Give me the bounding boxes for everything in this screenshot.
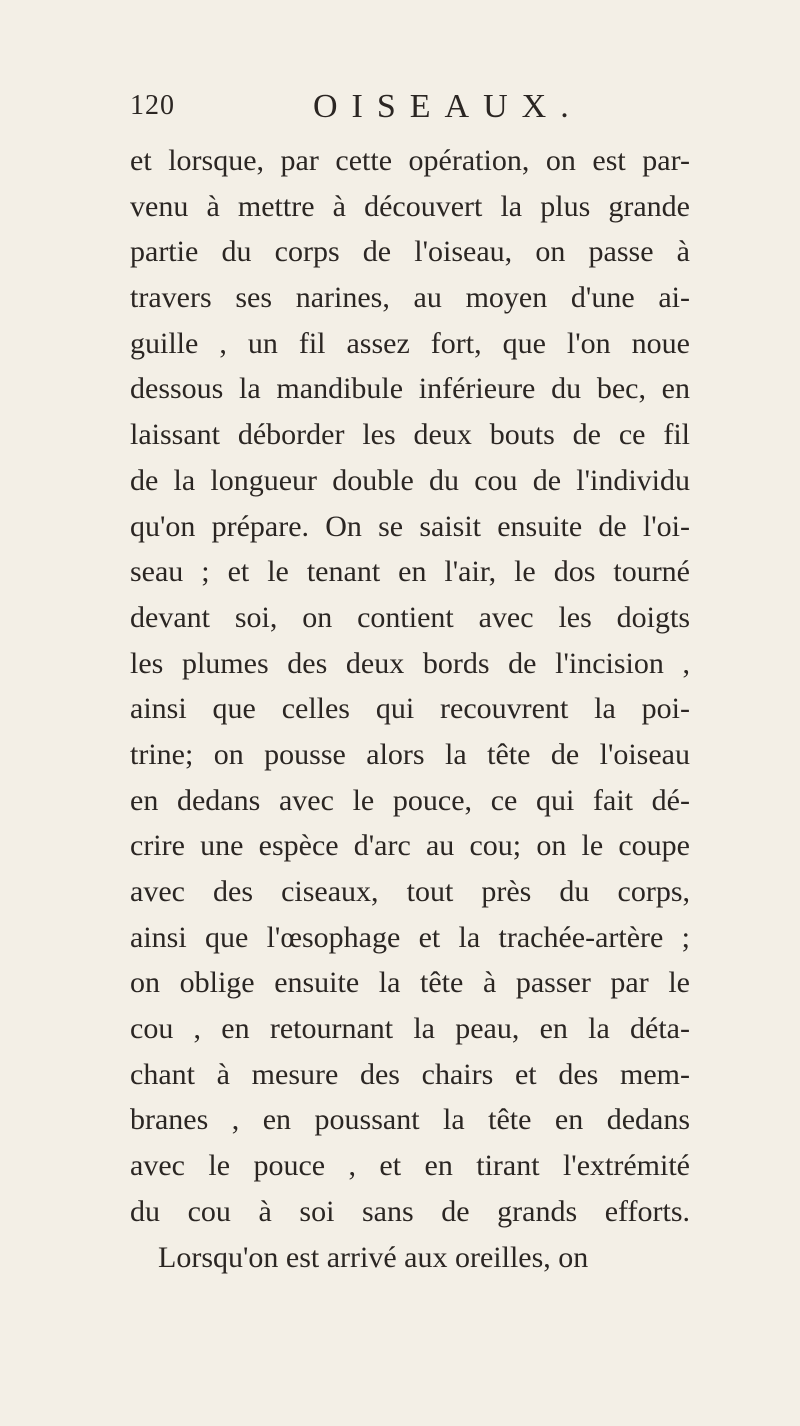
running-title: OISEAUX. xyxy=(313,88,583,125)
text-line: Lorsqu'on est arrivé aux oreilles, on xyxy=(158,1240,589,1274)
text-line: guille , un fil assez fort, que l'on noue xyxy=(130,326,690,360)
text-line: qu'on prépare. On se saisit ensuite de l'oi- xyxy=(130,509,690,543)
text-line: avec le pouce , et en tirant l'extrémité xyxy=(130,1149,690,1183)
text-line: et lorsque, par cette opération, on est par- xyxy=(130,144,690,177)
text-line: partie du corps de l'oiseau, on passe à xyxy=(130,235,690,269)
text-line: chant à mesure des chairs et des mem- xyxy=(130,1057,690,1091)
text-line: trine; on pousse alors la tête de l'oiseau xyxy=(130,737,690,771)
text-line: crire une espèce d'arc au cou; on le coupe xyxy=(130,829,690,863)
text-line: venu à mettre à découvert la plus grande xyxy=(130,189,690,223)
text-line: les plumes des deux bords de l'incision , xyxy=(130,646,690,680)
text-line: travers ses narines, au moyen d'une ai- xyxy=(130,281,690,315)
text-line: cou , en retournant la peau, en la déta- xyxy=(130,1012,690,1046)
text-line: seau ; et le tenant en l'air, le dos tourné xyxy=(130,555,690,589)
text-line: ainsi que l'œsophage et la trachée-artère ; xyxy=(130,920,690,954)
body-text xyxy=(130,138,690,1280)
text-line: on oblige ensuite la tête à passer par le xyxy=(130,966,690,1000)
page-header xyxy=(0,88,800,138)
text-line: laissant déborder les deux bouts de ce fil xyxy=(130,418,690,452)
text-line: en dedans avec le pouce, ce qui fait dé- xyxy=(130,783,690,817)
text-line: ainsi que celles qui recouvrent la poi- xyxy=(130,692,690,726)
text-line: branes , en poussant la tête en dedans xyxy=(130,1103,690,1137)
text-line: devant soi, on contient avec les doigts xyxy=(130,600,690,634)
text-line: dessous la mandibule inférieure du bec, en xyxy=(130,372,690,406)
text-line: du cou à soi sans de grands efforts. xyxy=(130,1194,690,1228)
page-number: 120 xyxy=(130,90,175,121)
text-line: avec des ciseaux, tout près du corps, xyxy=(130,875,690,908)
text-line: de la longueur double du cou de l'individu xyxy=(130,463,690,497)
